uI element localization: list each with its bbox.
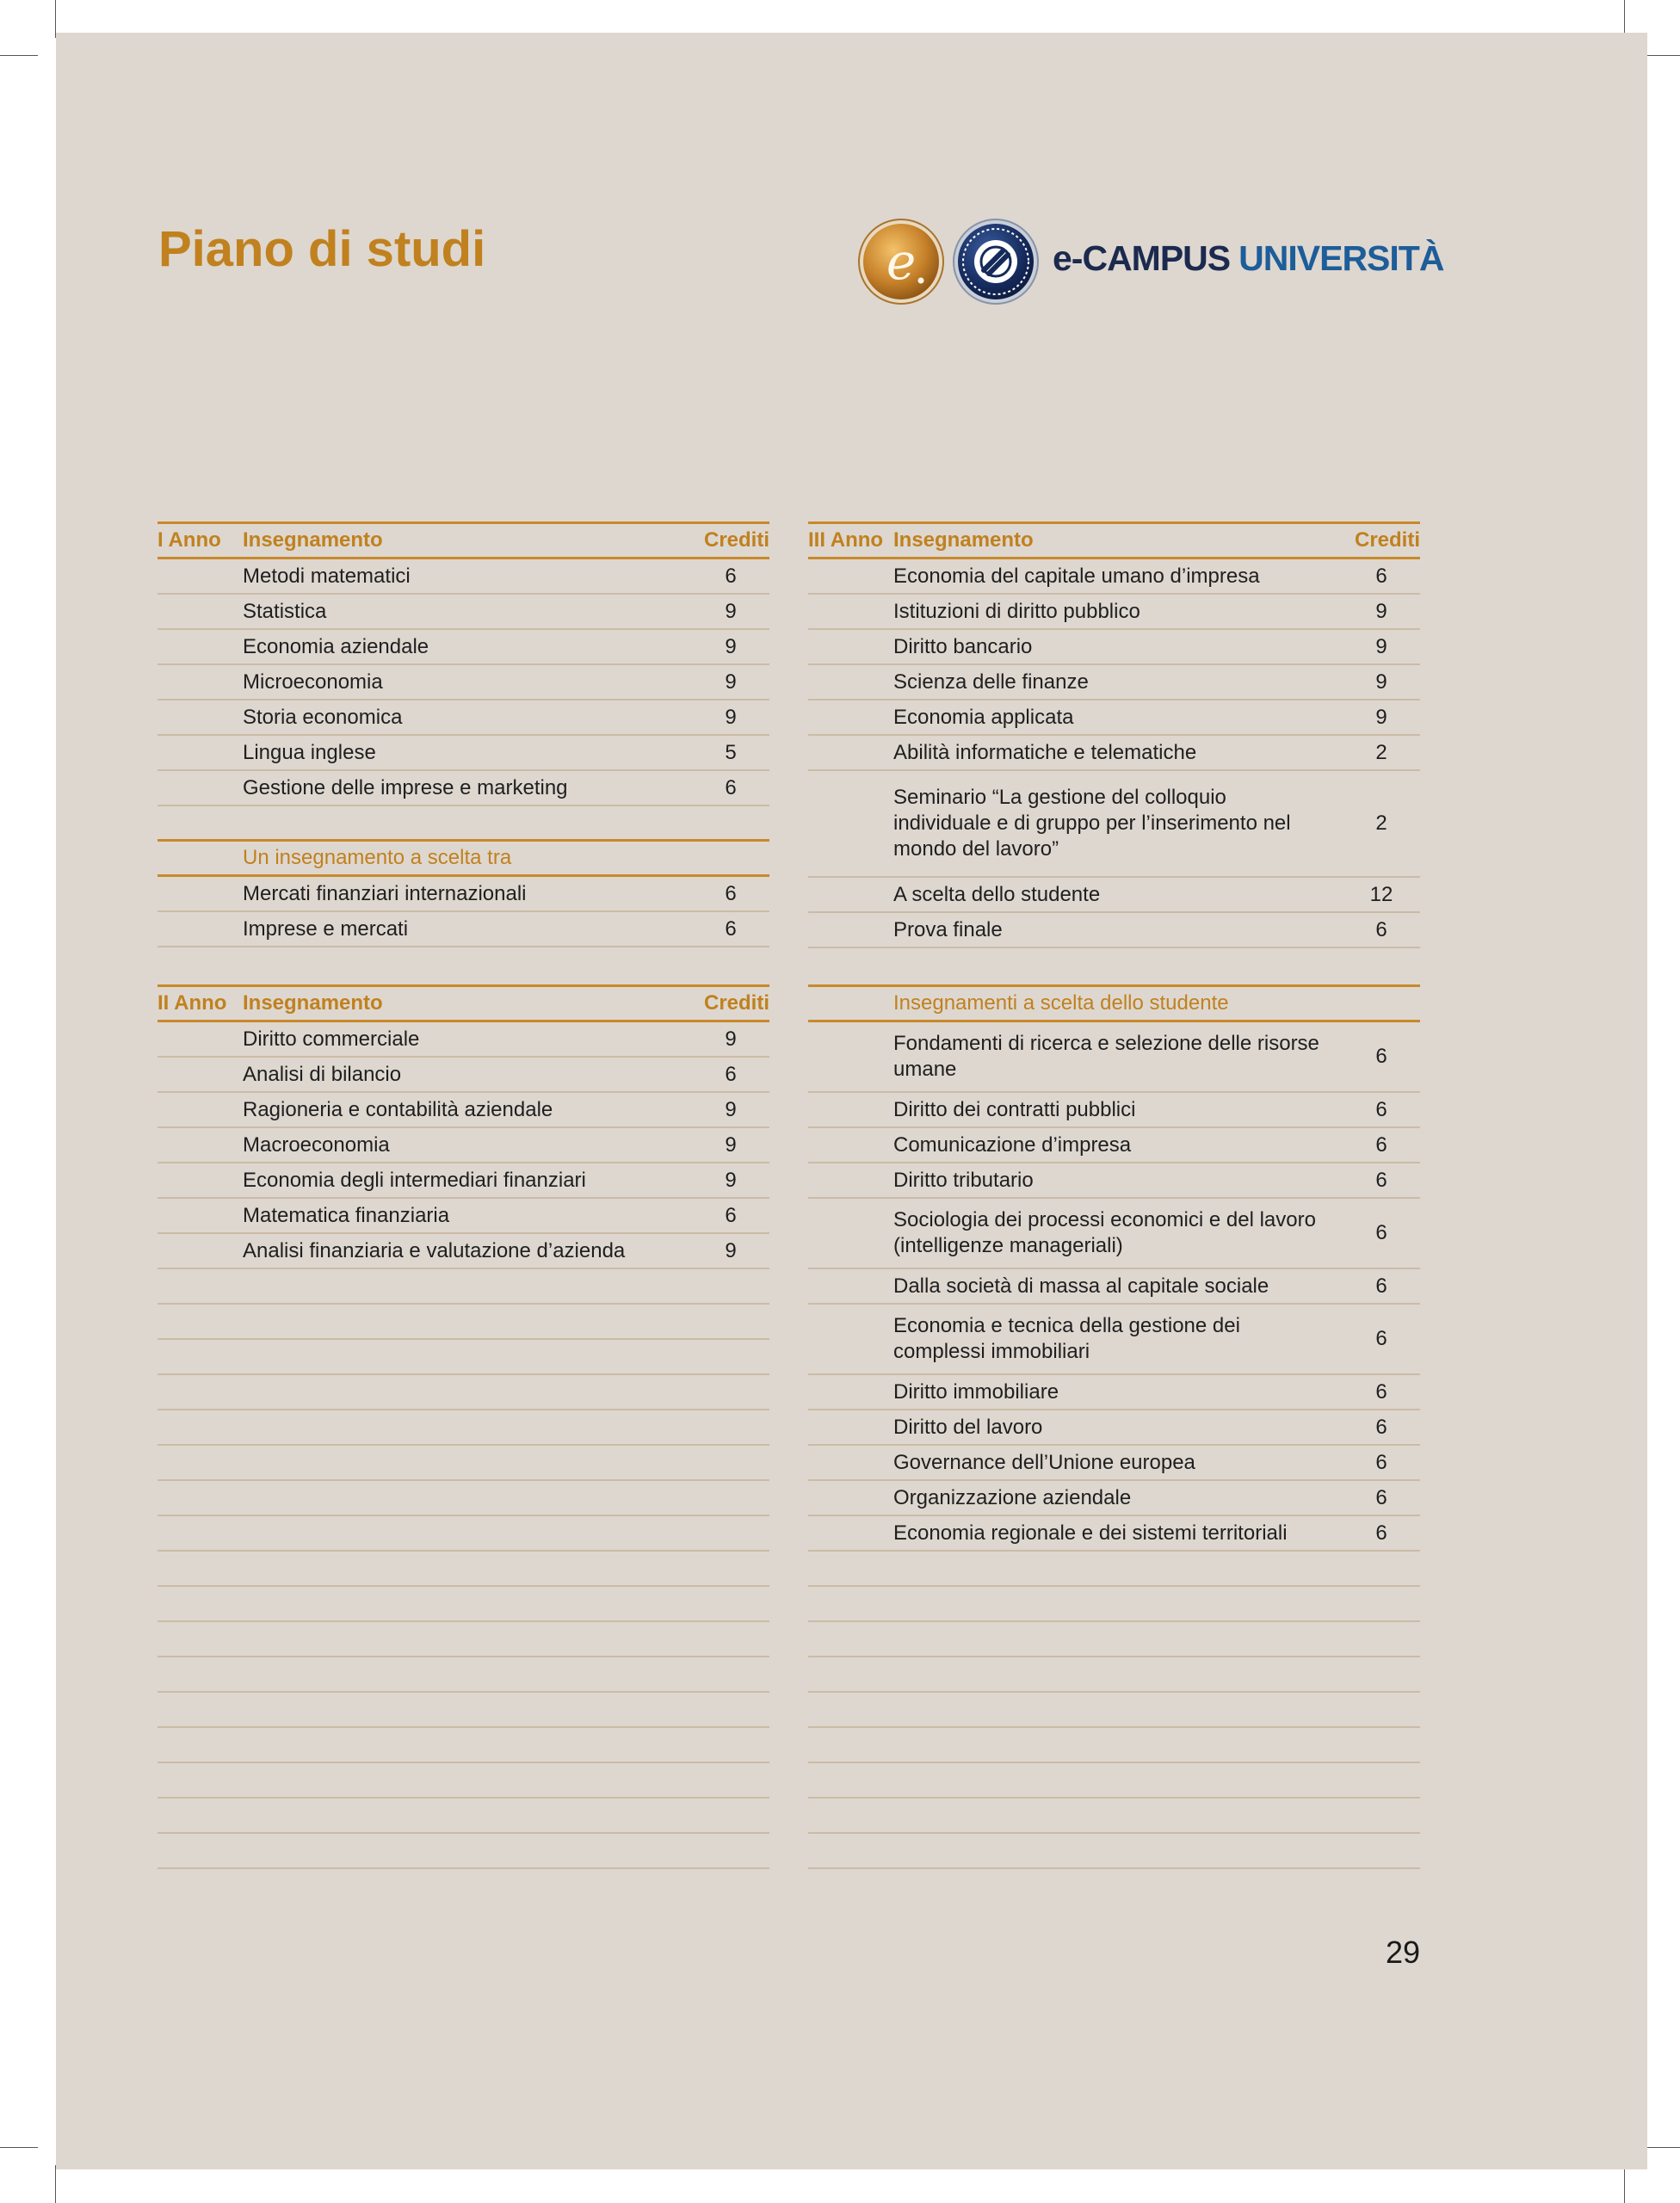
course-name: Analisi finanziaria e valutazione d’azienda [243, 1238, 626, 1262]
empty-row [158, 1446, 769, 1481]
empty-row [158, 1728, 769, 1763]
brand-prefix: e-CAMPUS [1053, 238, 1231, 278]
crop-mark [0, 55, 38, 56]
ecampus-e-seal-icon [859, 219, 943, 304]
course-name: Governance dell’Unione europea [893, 1450, 1195, 1474]
empty-row [808, 1552, 1420, 1587]
table-row [808, 1305, 1420, 1375]
empty-row [158, 1305, 769, 1340]
empty-row [158, 1340, 769, 1375]
table-row [158, 1163, 769, 1199]
course-credits: 6 [725, 916, 737, 941]
column-header-credits: Crediti [703, 991, 769, 1015]
course-credits: 6 [1375, 917, 1387, 941]
empty-row [158, 1516, 769, 1552]
course-name: Diritto dei contratti pubblici [893, 1097, 1136, 1121]
course-credits: 9 [1375, 705, 1387, 729]
course-name: Macroeconomia [243, 1132, 390, 1157]
electives-table [808, 984, 1420, 1869]
course-credits: 6 [1375, 1327, 1387, 1350]
course-name: Diritto del lavoro [893, 1415, 1043, 1439]
course-name: Scienza delle finanze [893, 670, 1089, 694]
year1-table [158, 521, 769, 947]
empty-row [158, 1269, 769, 1305]
course-name: Diritto tributario [893, 1168, 1034, 1192]
table-row [158, 1093, 769, 1128]
course-name: Economia degli intermediari finanziari [243, 1168, 586, 1192]
empty-row [158, 1410, 769, 1446]
empty-row [808, 1834, 1420, 1869]
column-header-credits: Crediti [1354, 528, 1420, 552]
course-credits: 9 [1375, 634, 1387, 658]
column-header-course: Insegnamento [243, 991, 383, 1015]
course-credits: 9 [725, 670, 737, 694]
table-row [808, 1481, 1420, 1516]
course-credits: 9 [725, 1097, 737, 1121]
ecampus-crest-icon [954, 219, 1038, 304]
empty-row [158, 1375, 769, 1410]
brand-suffix: UNIVERSITÀ [1238, 238, 1444, 278]
course-name: Storia economica [243, 705, 403, 729]
course-name: Sociologia dei processi economici e del lavoro (intelligenze manageriali) [893, 1208, 1316, 1257]
table-row [808, 700, 1420, 736]
course-name: Metodi matematici [243, 564, 411, 588]
course-credits: 6 [1375, 1274, 1387, 1298]
course-name: Diritto bancario [893, 634, 1033, 658]
course-name: Economia regionale e dei sistemi territoriali [893, 1521, 1288, 1545]
course-credits: 6 [725, 564, 737, 588]
table-row [158, 1128, 769, 1163]
year1-header-row [158, 521, 769, 559]
course-name: Analisi di bilancio [243, 1062, 402, 1086]
table-row [808, 1163, 1420, 1199]
course-name: Imprese e mercati [243, 916, 409, 941]
column-header-credits: Crediti [703, 528, 769, 552]
table-row [808, 1516, 1420, 1552]
table-row [808, 630, 1420, 665]
table-row [158, 1234, 769, 1269]
course-credits: 6 [1375, 1097, 1387, 1121]
course-credits: 2 [1375, 811, 1387, 835]
table-row [808, 1410, 1420, 1446]
year3-header-row [808, 521, 1420, 559]
course-credits: 6 [1375, 1045, 1387, 1068]
course-name: Lingua inglese [243, 740, 376, 764]
crop-mark [0, 2147, 38, 2148]
course-name: Gestione delle imprese e marketing [243, 775, 568, 799]
course-name: Diritto commerciale [243, 1027, 420, 1051]
table-row [808, 1022, 1420, 1093]
electives-header-row [808, 984, 1420, 1022]
table-row [808, 1128, 1420, 1163]
column-header-course: Insegnamento [893, 528, 1034, 552]
page-title: Piano di studi [158, 221, 486, 277]
page-number: 29 [1385, 1935, 1420, 1970]
course-credits: 9 [1375, 599, 1387, 623]
empty-row [158, 1657, 769, 1693]
choice-label: Un insegnamento a scelta tra [243, 846, 512, 869]
course-credits: 2 [1375, 740, 1387, 764]
empty-row [808, 1622, 1420, 1657]
course-credits: 9 [725, 705, 737, 729]
course-name: Economia aziendale [243, 634, 429, 658]
crop-mark [55, 2165, 56, 2203]
table-row [808, 1269, 1420, 1305]
course-credits: 6 [725, 1203, 737, 1227]
course-credits: 6 [1375, 1450, 1387, 1474]
crop-mark [1642, 2147, 1680, 2148]
course-name: Abilità informatiche e telematiche [893, 740, 1197, 764]
empty-row [808, 1799, 1420, 1834]
brand-wordmark [1053, 238, 1444, 278]
crop-mark [1642, 55, 1680, 56]
table-row [158, 1058, 769, 1093]
empty-row [158, 1834, 769, 1869]
course-credits: 9 [725, 1132, 737, 1157]
course-name: Economia applicata [893, 705, 1074, 729]
table-row [808, 665, 1420, 700]
course-name: A scelta dello studente [893, 882, 1101, 906]
table-row [158, 1199, 769, 1234]
table-row [158, 877, 769, 912]
svg-text:e: e [886, 232, 917, 291]
table-row [158, 1022, 769, 1058]
course-credits: 6 [1375, 1221, 1387, 1244]
course-credits: 9 [725, 1027, 737, 1051]
table-row [158, 630, 769, 665]
table-row [158, 595, 769, 630]
course-credits: 6 [725, 775, 737, 799]
course-name: Diritto immobiliare [893, 1379, 1059, 1404]
empty-row [808, 1693, 1420, 1728]
empty-row [808, 1657, 1420, 1693]
ecampus-logo [858, 217, 1047, 306]
empty-row [158, 1481, 769, 1516]
table-row [158, 700, 769, 736]
course-credits: 6 [1375, 1485, 1387, 1509]
course-name: Mercati finanziari internazionali [243, 881, 527, 905]
spacer-row [158, 806, 769, 839]
empty-row [158, 1799, 769, 1834]
course-credits: 5 [725, 740, 737, 764]
course-name: Seminario “La gestione del colloquio individuale e di gruppo per l’inserimento nel mondo del lavoro” [893, 786, 1291, 861]
course-credits: 6 [1375, 564, 1387, 588]
course-credits: 6 [1375, 1132, 1387, 1157]
table-row [808, 559, 1420, 595]
course-name: Economia e tecnica della gestione dei complessi immobiliari [893, 1314, 1240, 1363]
empty-row [158, 1552, 769, 1587]
year-label: II Anno [158, 991, 227, 1015]
empty-row [808, 1728, 1420, 1763]
course-credits: 9 [725, 1168, 737, 1192]
course-credits: 9 [1375, 670, 1387, 694]
course-credits: 6 [1375, 1168, 1387, 1192]
course-credits: 12 [1369, 882, 1393, 906]
choice-subheader-row [158, 839, 769, 877]
table-row [158, 665, 769, 700]
course-name: Ragioneria e contabilità aziendale [243, 1097, 553, 1121]
course-name: Istituzioni di diritto pubblico [893, 599, 1140, 623]
table-row [808, 1199, 1420, 1269]
table-row [808, 1375, 1420, 1410]
year2-header-row [158, 984, 769, 1022]
course-credits: 6 [1375, 1379, 1387, 1404]
table-row [808, 1446, 1420, 1481]
course-credits: 6 [1375, 1415, 1387, 1439]
year3-table [808, 521, 1420, 948]
table-row [808, 771, 1420, 878]
empty-row [158, 1763, 769, 1799]
empty-row [808, 1587, 1420, 1622]
year2-table [158, 984, 769, 1869]
empty-row [808, 1763, 1420, 1799]
table-row [158, 736, 769, 771]
course-credits: 6 [725, 881, 737, 905]
course-name: Comunicazione d’impresa [893, 1132, 1132, 1157]
course-name: Dalla società di massa al capitale sociale [893, 1274, 1269, 1298]
course-credits: 9 [725, 599, 737, 623]
course-name: Economia del capitale umano d’impresa [893, 564, 1260, 588]
course-name: Fondamenti di ricerca e selezione delle risorse umane [893, 1032, 1319, 1081]
electives-label: Insegnamenti a scelta dello studente [893, 991, 1229, 1015]
table-row [158, 912, 769, 947]
course-credits: 9 [725, 1238, 737, 1262]
course-name: Organizzazione aziendale [893, 1485, 1132, 1509]
column-header-course: Insegnamento [243, 528, 383, 552]
empty-row [158, 1693, 769, 1728]
table-row [808, 595, 1420, 630]
course-credits: 9 [725, 634, 737, 658]
table-row [808, 1093, 1420, 1128]
year-label: III Anno [808, 528, 884, 552]
table-row [808, 736, 1420, 771]
year-label: I Anno [158, 528, 221, 552]
empty-row [158, 1622, 769, 1657]
course-name: Prova finale [893, 917, 1003, 941]
course-name: Statistica [243, 599, 327, 623]
table-row [808, 913, 1420, 948]
course-credits: 6 [725, 1062, 737, 1086]
crop-mark [1624, 2165, 1625, 2203]
table-row [808, 878, 1420, 913]
table-row [158, 771, 769, 806]
empty-row [158, 1587, 769, 1622]
course-credits: 6 [1375, 1521, 1387, 1545]
course-name: Matematica finanziaria [243, 1203, 450, 1227]
course-name: Microeconomia [243, 670, 383, 694]
table-row [158, 559, 769, 595]
